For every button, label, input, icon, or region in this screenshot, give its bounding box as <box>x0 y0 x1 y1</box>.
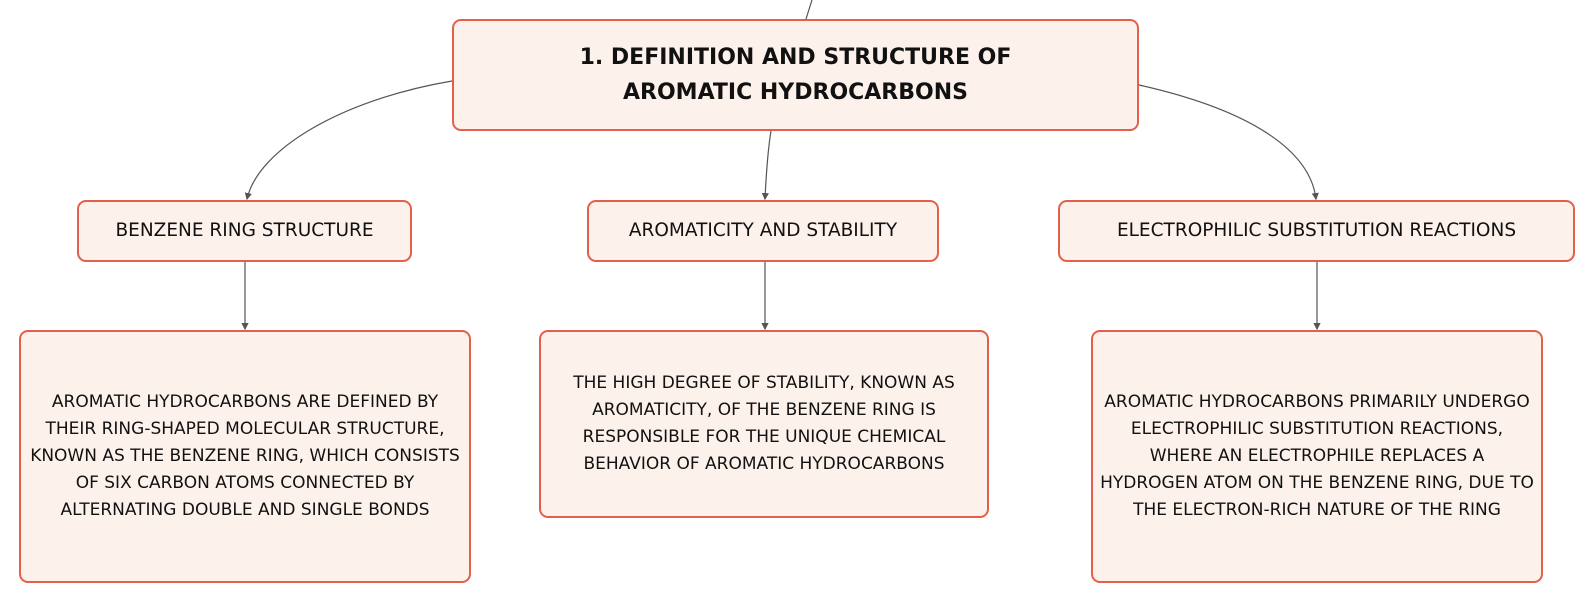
detail-node-aromaticity-and-stability[interactable] <box>539 330 989 518</box>
topic-node-aromaticity-and-stability[interactable] <box>587 200 939 262</box>
connector-root-to-topic-3 <box>1139 85 1316 199</box>
root-topic-node[interactable] <box>452 19 1139 131</box>
connector-root-to-topic-2 <box>765 131 771 199</box>
detail-text: AROMATIC HYDROCARBONS ARE DEFINED BY THEIR RING-SHAPED MOLECULAR STRUCTURE, KNOWN AS THE BENZENE RING, WHICH CONSISTS OF SIX CARBON ATOMS CONNECTED BY ALTERNATING DOUBLE AND SINGLE BONDS <box>30 392 460 520</box>
topic-node-benzene-ring-structure[interactable] <box>77 200 412 262</box>
connector-parent-to-root <box>806 0 812 19</box>
detail-node-benzene-ring-structure[interactable] <box>19 330 471 583</box>
connector-root-to-topic-1 <box>247 81 452 199</box>
topic-node-electrophilic-substitution[interactable] <box>1058 200 1575 262</box>
topic-label: BENZENE RING STRUCTURE <box>115 220 374 241</box>
topic-label: ELECTROPHILIC SUBSTITUTION REACTIONS <box>1116 220 1517 241</box>
detail-text: AROMATIC HYDROCARBONS PRIMARILY UNDERGO ELECTROPHILIC SUBSTITUTION REACTIONS, WHERE AN ELECTROPHILE REPLACES A HYDROGEN ATOM ON THE BENZENE RING, DUE TO THE ELECTRON-RICH NATURE OF THE RING <box>1100 392 1534 520</box>
detail-text: THE HIGH DEGREE OF STABILITY, KNOWN AS AROMATICITY, OF THE BENZENE RING IS RESPONSIBLE FOR THE UNIQUE CHEMICAL BEHAVIOR OF AROMATIC HYDROCARBONS <box>573 373 955 474</box>
detail-node-electrophilic-substitution[interactable] <box>1091 330 1543 583</box>
topic-label: AROMATICITY AND STABILITY <box>628 220 898 241</box>
root-topic-title: 1. DEFINITION AND STRUCTURE OF AROMATIC HYDROCARBONS <box>579 45 1012 105</box>
